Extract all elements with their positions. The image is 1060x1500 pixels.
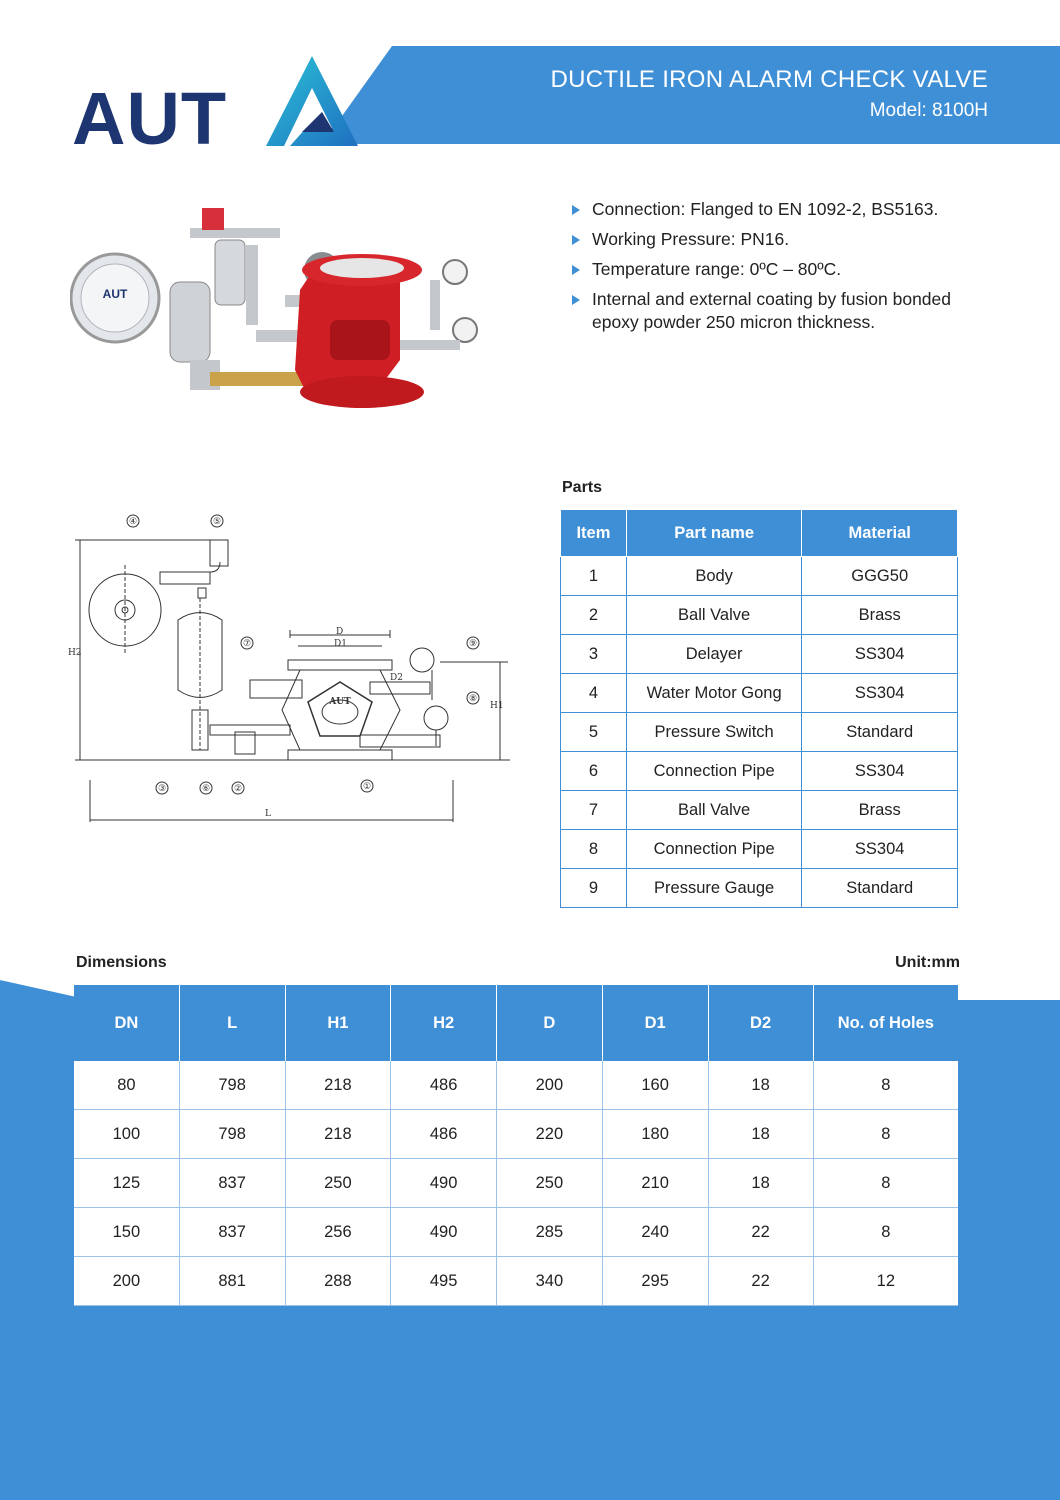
table-cell: 486 xyxy=(391,1110,497,1159)
table-cell: 2 xyxy=(561,596,627,635)
table-cell: Connection Pipe xyxy=(626,752,802,791)
table-cell: GGG50 xyxy=(802,557,958,596)
column-header: Part name xyxy=(626,510,802,557)
table-header-row xyxy=(74,985,958,1061)
table-cell: 490 xyxy=(391,1159,497,1208)
table-cell: 798 xyxy=(179,1061,285,1110)
table-cell: 22 xyxy=(708,1257,813,1306)
table-cell: Delayer xyxy=(626,635,802,674)
table-cell: 4 xyxy=(561,674,627,713)
parts-table xyxy=(560,509,958,908)
table-cell: 295 xyxy=(602,1257,708,1306)
callout-2: ② xyxy=(233,784,243,794)
table-cell: 218 xyxy=(285,1061,391,1110)
callout-3: ③ xyxy=(157,784,167,794)
callout-1: ① xyxy=(362,782,372,792)
table-cell: Standard xyxy=(802,713,958,752)
header-banner xyxy=(322,46,1060,144)
table-cell: SS304 xyxy=(802,635,958,674)
table-cell: 80 xyxy=(74,1061,179,1110)
table-cell: 160 xyxy=(602,1061,708,1110)
column-header: H1 xyxy=(285,985,391,1061)
table-cell: 340 xyxy=(497,1257,603,1306)
page-title: DUCTILE IRON ALARM CHECK VALVE xyxy=(550,66,988,93)
logo-text: AUT xyxy=(72,77,228,160)
table-row xyxy=(561,752,958,791)
table-cell: SS304 xyxy=(802,674,958,713)
table-cell: 486 xyxy=(391,1061,497,1110)
table-cell: Standard xyxy=(802,869,958,908)
table-cell: 150 xyxy=(74,1208,179,1257)
table-cell: 8 xyxy=(561,830,627,869)
bullet-arrow-icon xyxy=(572,235,580,245)
table-cell: 8 xyxy=(813,1110,958,1159)
spec-item: Internal and external coating by fusion bonded epoxy powder 250 micron thickness. xyxy=(572,288,992,334)
table-row xyxy=(74,1159,958,1208)
table-cell: Body xyxy=(626,557,802,596)
table-cell: Pressure Gauge xyxy=(626,869,802,908)
table-cell: 200 xyxy=(497,1061,603,1110)
column-header: DN xyxy=(74,985,179,1061)
table-row xyxy=(561,596,958,635)
spec-list xyxy=(572,198,992,341)
callout-8: ⑧ xyxy=(468,694,478,704)
table-row xyxy=(74,1257,958,1306)
table-cell: 881 xyxy=(179,1257,285,1306)
bullet-arrow-icon xyxy=(572,265,580,275)
dim-d2-label: D2 xyxy=(390,673,403,683)
table-cell: 490 xyxy=(391,1208,497,1257)
table-cell: SS304 xyxy=(802,752,958,791)
table-cell: 495 xyxy=(391,1257,497,1306)
table-row xyxy=(561,557,958,596)
table-cell: Connection Pipe xyxy=(626,830,802,869)
dimensions-table xyxy=(74,985,958,1306)
table-cell: 6 xyxy=(561,752,627,791)
table-cell: 12 xyxy=(813,1257,958,1306)
table-cell: Pressure Switch xyxy=(626,713,802,752)
technical-drawing xyxy=(60,510,530,830)
logo-triangle-icon xyxy=(262,54,362,154)
dimensions-title: Dimensions xyxy=(76,954,167,971)
callout-7: ⑦ xyxy=(242,639,252,649)
table-cell: 22 xyxy=(708,1208,813,1257)
table-cell: 210 xyxy=(602,1159,708,1208)
table-cell: Ball Valve xyxy=(626,791,802,830)
unit-label: Unit:mm xyxy=(895,954,960,971)
table-cell: 3 xyxy=(561,635,627,674)
table-cell: 240 xyxy=(602,1208,708,1257)
table-cell: 256 xyxy=(285,1208,391,1257)
bullet-arrow-icon xyxy=(572,205,580,215)
column-header: Material xyxy=(802,510,958,557)
model-number: Model: 8100H xyxy=(869,100,988,121)
table-cell: 220 xyxy=(497,1110,603,1159)
column-header: D1 xyxy=(602,985,708,1061)
column-header: L xyxy=(179,985,285,1061)
table-row xyxy=(74,1061,958,1110)
table-header-row xyxy=(561,510,958,557)
table-cell: 200 xyxy=(74,1257,179,1306)
table-cell: 8 xyxy=(813,1208,958,1257)
column-header: D xyxy=(497,985,603,1061)
body-logo: AUT xyxy=(329,697,351,707)
callout-4: ④ xyxy=(128,517,138,527)
table-cell: 125 xyxy=(74,1159,179,1208)
table-cell: 250 xyxy=(285,1159,391,1208)
dim-l-label: L xyxy=(265,809,271,819)
table-cell: 180 xyxy=(602,1110,708,1159)
table-cell: 250 xyxy=(497,1159,603,1208)
table-cell: 288 xyxy=(285,1257,391,1306)
table-row xyxy=(561,674,958,713)
column-header: No. of Holes xyxy=(813,985,958,1061)
table-cell: 18 xyxy=(708,1061,813,1110)
dim-d-label: D xyxy=(336,627,344,637)
table-row xyxy=(561,830,958,869)
table-cell: 100 xyxy=(74,1110,179,1159)
product-photo xyxy=(70,200,480,420)
table-cell: 285 xyxy=(497,1208,603,1257)
dim-h1-label: H1 xyxy=(490,701,504,711)
table-cell: Ball Valve xyxy=(626,596,802,635)
table-cell: SS304 xyxy=(802,830,958,869)
gong-label: AUT xyxy=(102,287,128,301)
table-cell: 837 xyxy=(179,1208,285,1257)
table-cell: Brass xyxy=(802,791,958,830)
table-cell: 8 xyxy=(813,1061,958,1110)
table-cell: 837 xyxy=(179,1159,285,1208)
dim-h2-label: H2 xyxy=(68,648,82,658)
dim-d1-label: D1 xyxy=(334,639,347,649)
table-cell: 9 xyxy=(561,869,627,908)
spec-item: Working Pressure: PN16. xyxy=(572,228,992,251)
table-row xyxy=(74,1110,958,1159)
column-header: Item xyxy=(561,510,627,557)
spec-item: Connection: Flanged to EN 1092-2, BS5163. xyxy=(572,198,992,221)
table-cell: 8 xyxy=(813,1159,958,1208)
table-cell: 18 xyxy=(708,1159,813,1208)
table-cell: 798 xyxy=(179,1110,285,1159)
column-header: H2 xyxy=(391,985,497,1061)
parts-title: Parts xyxy=(562,479,603,496)
table-row xyxy=(561,635,958,674)
callout-9: ⑨ xyxy=(468,639,478,649)
table-cell: 5 xyxy=(561,713,627,752)
spec-item: Temperature range: 0ºC – 80ºC. xyxy=(572,258,992,281)
table-cell: Water Motor Gong xyxy=(626,674,802,713)
table-cell: Brass xyxy=(802,596,958,635)
table-cell: 1 xyxy=(561,557,627,596)
table-cell: 218 xyxy=(285,1110,391,1159)
table-row xyxy=(561,713,958,752)
callout-6: ⑥ xyxy=(201,784,211,794)
table-row xyxy=(561,869,958,908)
column-header: D2 xyxy=(708,985,813,1061)
table-row xyxy=(74,1208,958,1257)
table-cell: 18 xyxy=(708,1110,813,1159)
table-row xyxy=(561,791,958,830)
table-cell: 7 xyxy=(561,791,627,830)
callout-5: ⑤ xyxy=(212,517,222,527)
bullet-arrow-icon xyxy=(572,295,580,305)
